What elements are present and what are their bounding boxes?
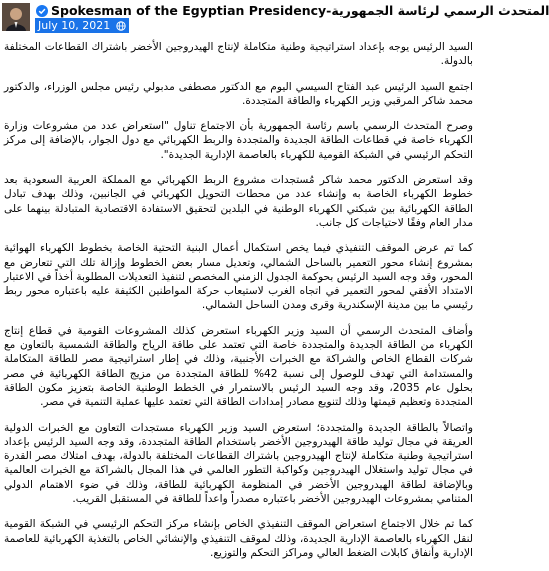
post-header (0, 0, 549, 34)
globe-icon (116, 21, 126, 31)
post-paragraph: كما تم عرض الموقف التنفيذي فيما يخص استكمال أعمال البنية التحتية الخاصة بخطوط الكهرباء الهوائية بمشروع إنشاء محور التعمير بالساحل الشمالي، وتعديل مسار بعض الخطوط وإزالة تلك التي تتعارض مع المحور، وقد وجه السيد الرئيس بحوكمة الجدول الزمني المخصص لتنفيذ التعديلات المطلوبة أخذاً في الاعتبار الامتداد الأفقي لمحور التعمير في اتجاه الغرب لاستيعاب حركة المواطنين الكثيفة عليه باعتباره محور ربط رئيسي ما بين مدينة الإسكندرية وقرى ومدن الساحل الشمالي. (4, 242, 473, 312)
author-avatar[interactable] (2, 3, 30, 31)
author-photo-icon (2, 3, 30, 31)
post-date[interactable] (35, 18, 129, 33)
author-name-ar: المتحدث الرسمي لرئاسة الجمهورية (331, 3, 549, 18)
post-paragraph: اجتمع السيد الرئيس عبد الفتاح السيسي اليوم مع الدكتور مصطفى مدبولي رئيس مجلس الوزراء، والدكتور محمد شاكر المرقبي وزير الكهرباء والطاقة المتجددة. (4, 80, 473, 107)
post-paragraph: كما تم خلال الاجتماع استعراض الموقف التنفيذي الخاص بإنشاء مركز التحكم الرئيسي في الشبكة القومية لنقل الكهرباء بالعاصمة الإدارية الجديدة، وذلك لموقف التنفيذي والإنشائي الخاص بالتغذية الكهربائية للعاصمة الإدارية وأنفاق كابلات الضغط العالي ومراكز التحكم والتوزيع. (4, 518, 473, 559)
author-name[interactable]: Spokesman of the Egyptian Presidency-المتحدث الرسمي لرئاسة الجمهورية (36, 3, 473, 18)
post-date-text: July 10, 2021 (38, 19, 111, 32)
post-paragraph: واتصالاً بالطاقة الجديدة والمتجددة؛ استعرض السيد وزير الكهرباء مستجدات التعاون مع الخبرات الدولية العريقة في مجال توليد طاقة الهيدروجين الأخضر باستخدام الطاقة المتجددة، وقد وجه السيد الرئيس بإعداد استراتيجية وطنية متكاملة لإنتاج الهيدروجين باشتراك القطاعات المختلفة بالدولة، بهدف امتلاك مصر القدرة في مجال توليد واستغلال الهيدروجين وكواكبة التطور العالمي في هذا المجال بالشراكة مع الخبرات العالمية وبالإضافة لطاقة الهيدروجين الأخضر في المنظومة الكهربائية للطاقة، وذلك في ضوء الاهتمام الدولي المتنامي بمشروعات الهيدروجين الأخضر باعتباره مصدراً واعداً للطاقة في المستقبل القريب. (4, 421, 473, 506)
post-paragraph: وأضاف المتحدث الرسمي أن السيد وزير الكهرباء استعرض كذلك المشروعات القومية في قطاع إنتاج الكهرباء من الطاقة الجديدة والمتجددة خاصة التي تعتمد على طاقة الرياح والطاقة الشمسية بالتعاون مع شركات القطاع الخاص والشراكة مع الخبرات الأجنبية، وذلك في إطار استراتيجية مصر للطاقة المتكاملة والمستدامة التي تهدف للوصول إلى نسبة 42% للطاقة المتجددة من مزيج الطاقة الكهربائية في مصر بحلول عام 2035، وقد وجه السيد الرئيس بالاستمرار في الخطط الوطنية الخاصة بتعزيز مكون الطاقة المتجددة وتعظيم قيمتها وذلك لتنويع مصادر إمدادات الطاقة التي تعتمد عليها عملية التنمية في مصر. (4, 324, 474, 409)
post-text (0, 40, 477, 571)
post-paragraph: وقد استعرض الدكتور محمد شاكر مُستجدات مشروع الربط الكهربائي مع المملكة العربية السعودية بعد خطوط الكهرباء الخاصة به وإنشاء عدد من محطات التحويل الكهربائي في الجانبين، وذلك بهدف تبادل الطاقة الكهربائية بين شبكتي الكهرباء الوطنية في البلدين لتحقيق الاستفادة الاقتصادية المتبادلة بينهما على مدار العام وفقًا لاحتياجات كل جانب. (4, 174, 473, 229)
post-paragraph: وصرح المتحدث الرسمي باسم رئاسة الجمهورية بأن الاجتماع تناول "استعراض عدد من مشروعات وزارة الكهرباء خاصة في قطاعات الطاقة الجديدة والمتجددة والربط الكهربائي مع دول الجوار، بالإضافة إلى مركز التحكم الرئيسي في الشبكة القومية للكهرباء بالعاصمة الإدارية الجديدة". (4, 120, 473, 161)
author-name-en: Spokesman of the Egyptian Presidency (51, 3, 327, 18)
verified-badge-icon (36, 5, 48, 17)
post-paragraph: السيد الرئيس يوجه بإعداد استراتيجية وطنية متكاملة لإنتاج الهيدروجين الأخضر باشتراك القطاعات المختلفة بالدولة. (4, 41, 473, 68)
